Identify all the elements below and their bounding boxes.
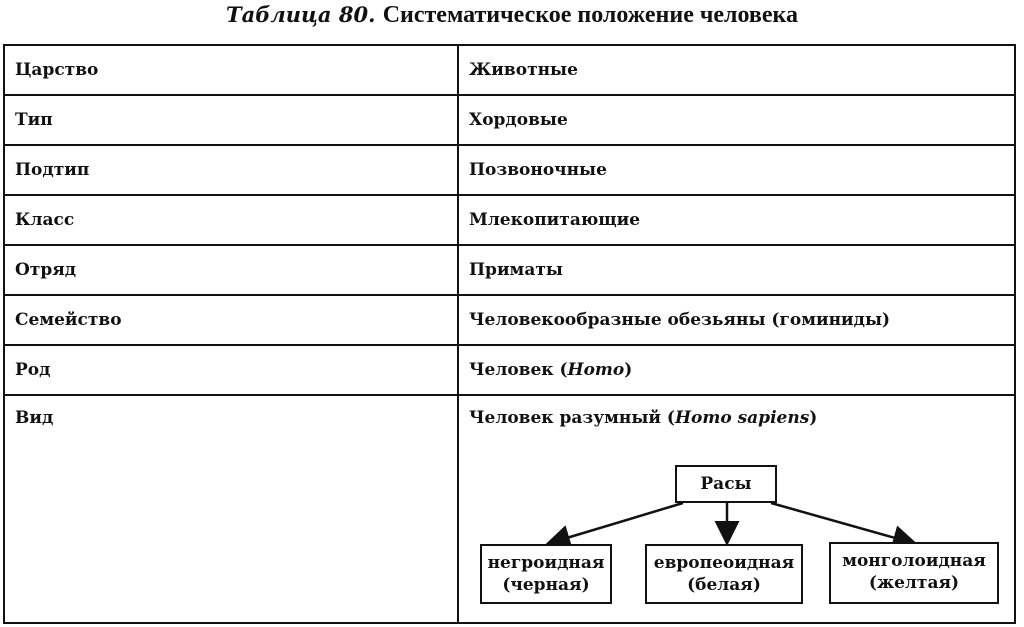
value-text: ): [809, 408, 818, 428]
value-cell: Приматы: [458, 245, 1015, 295]
table-row: [4, 345, 1015, 395]
table-row: [4, 45, 1015, 95]
table-title: Систематическое положение человека: [382, 2, 798, 28]
arrow-right: [771, 503, 913, 543]
table-row: [4, 245, 1015, 295]
race-name: негроидная: [487, 553, 605, 573]
race-box-negroid: [480, 544, 612, 604]
races-root-box: [675, 465, 777, 503]
race-name: европеоидная: [653, 553, 795, 573]
rank-cell: Отряд: [4, 245, 458, 295]
table-row: [4, 95, 1015, 145]
value-cell: [458, 345, 1015, 395]
race-name: монголоидная: [842, 551, 986, 571]
value-text: ): [624, 360, 633, 380]
race-box-europeoid: [645, 544, 803, 604]
table-row: [4, 145, 1015, 195]
rank-cell: Тип: [4, 95, 458, 145]
race-color: (черная): [502, 575, 590, 595]
rank-cell: Вид: [4, 395, 458, 623]
races-diagram: [455, 457, 1015, 617]
latin-name: Homo sapiens: [674, 408, 810, 428]
rank-cell: Род: [4, 345, 458, 395]
value-text: Человек (: [469, 360, 568, 380]
rank-cell: Класс: [4, 195, 458, 245]
race-box-mongoloid: [829, 542, 999, 604]
rank-cell: Подтип: [4, 145, 458, 195]
table-caption: Таблица 80.: [226, 2, 376, 27]
race-color: (белая): [687, 575, 761, 595]
table-row: [4, 195, 1015, 245]
latin-name: Homo: [567, 360, 625, 380]
species-line: [469, 408, 1014, 428]
table-row: [4, 295, 1015, 345]
value-cell: Млекопитающие: [458, 195, 1015, 245]
value-cell: Позвоночные: [458, 145, 1015, 195]
page-title: [0, 2, 1024, 29]
value-cell: Человекообразные обезьяны (гоминиды): [458, 295, 1015, 345]
rank-cell: Царство: [4, 45, 458, 95]
races-root-label: Расы: [700, 474, 752, 494]
value-text: Человек разумный (: [469, 408, 675, 428]
rank-cell: Семейство: [4, 295, 458, 345]
race-color: (желтая): [868, 573, 960, 593]
value-cell: Хордовые: [458, 95, 1015, 145]
value-cell: Животные: [458, 45, 1015, 95]
arrow-left: [550, 503, 683, 543]
